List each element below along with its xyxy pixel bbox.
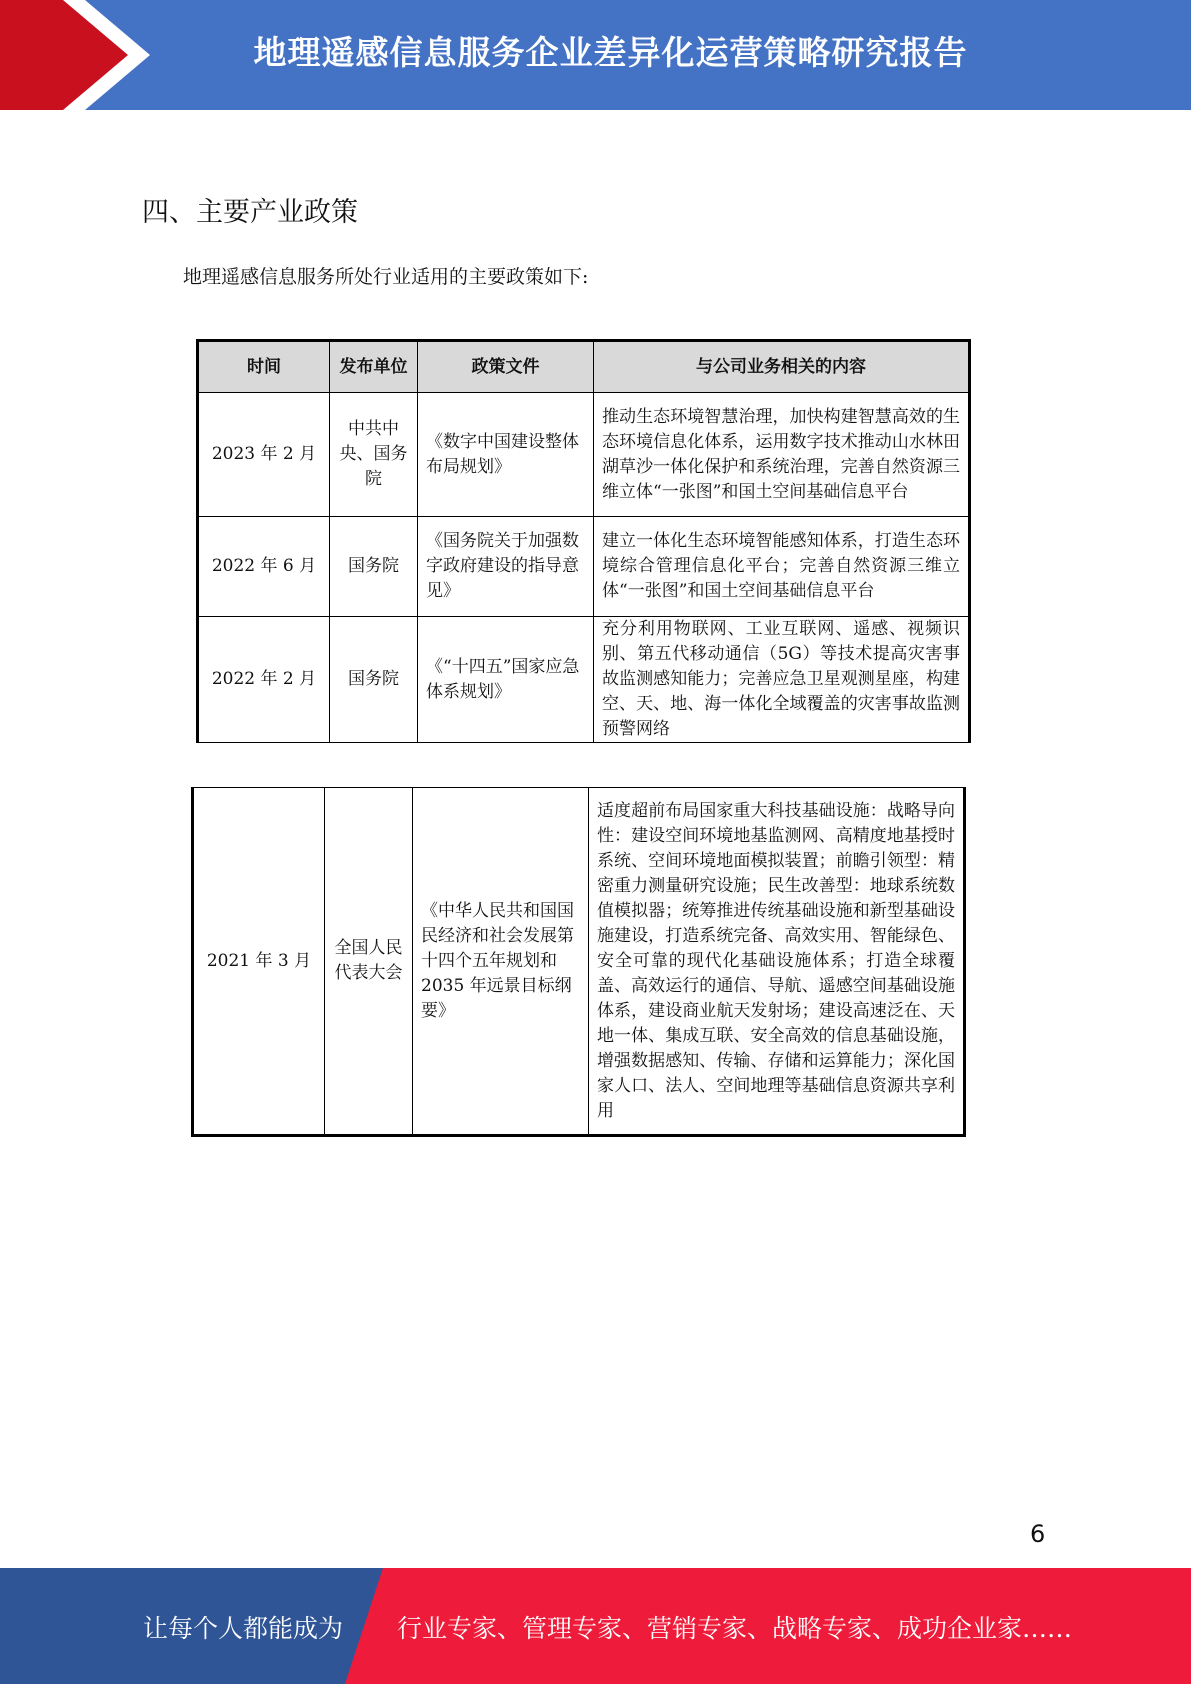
row-document: 《国务院关于加强数字政府建设的指导意见》 xyxy=(418,517,594,617)
header-document: 政策文件 xyxy=(418,341,594,393)
table-row xyxy=(198,393,970,517)
row-date: 2022 年 2 月 xyxy=(198,617,330,743)
row-unit: 国务院 xyxy=(330,617,418,743)
table-header-row xyxy=(198,341,970,393)
arrow-red-fill xyxy=(0,0,128,110)
row-document: 《数字中国建设整体布局规划》 xyxy=(418,393,594,517)
header-content: 与公司业务相关的内容 xyxy=(594,341,970,393)
intro-paragraph: 地理遥感信息服务所处行业适用的主要政策如下: xyxy=(183,266,589,288)
row-date: 2023 年 2 月 xyxy=(198,393,330,517)
report-title: 地理遥感信息服务企业差异化运营策略研究报告 xyxy=(253,33,968,72)
row-date: 2022 年 6 月 xyxy=(198,517,330,617)
page-footer xyxy=(0,1568,1191,1684)
table-row xyxy=(198,617,970,743)
header-unit: 发布单位 xyxy=(330,341,418,393)
row-content: 建立一体化生态环境智能感知体系，打造生态环境综合管理信息化平台；完善自然资源三维立体“一张图”和国土空间基础信息平台 xyxy=(594,517,970,617)
row-content: 适度超前布局国家重大科技基础设施：战略导向性：建设空间环境地基监测网、高精度地基授时系统、空间环境地面模拟装置；前瞻引领型：精密重力测量研究设施；民生改善型：地球系统数值模拟器；统筹推进传统基础设施和新型基础设施建设，打造系统完备、高效实用、智能绿色、安全可靠的现代化基础设施体系；打造全球覆盖、高效运行的通信、导航、遥感空间基础设施体系，建设商业航天发射场；建设高速泛在、天地一体、集成互联、安全高效的信息基础设施，增强数据感知、传输、存储和运算能力；深化国家人口、法人、空间地理等基础信息资源共享利用 xyxy=(589,788,965,1136)
page-number: 6 xyxy=(1030,1520,1046,1548)
row-unit: 国务院 xyxy=(330,517,418,617)
header-arrow-decoration xyxy=(0,0,170,110)
footer-slogan-left: 让每个人都能成为 xyxy=(143,1614,344,1643)
footer-slogan-right: 行业专家、管理专家、营销专家、战略专家、成功企业家…… xyxy=(397,1614,1073,1643)
row-document: 《中华人民共和国国民经济和社会发展第十四个五年规划和 2035 年远景目标纲要》 xyxy=(413,788,589,1136)
row-content: 充分利用物联网、工业互联网、遥感、视频识别、第五代移动通信（5G）等技术提高灾害事故监测感知能力；完善应急卫星观测星座，构建空、天、地、海一体化全域覆盖的灾害事故监测预警网络 xyxy=(594,617,970,743)
row-unit: 全国人民代表大会 xyxy=(325,788,413,1136)
section-heading: 四、主要产业政策 xyxy=(142,197,358,228)
row-date: 2021 年 3 月 xyxy=(193,788,325,1136)
policy-table xyxy=(196,339,971,743)
table-row xyxy=(198,517,970,617)
row-unit: 中共中央、国务院 xyxy=(330,393,418,517)
row-content: 推动生态环境智慧治理，加快构建智慧高效的生态环境信息化体系，运用数字技术推动山水林田湖草沙一体化保护和系统治理，完善自然资源三维立体“一张图”和国土空间基础信息平台 xyxy=(594,393,970,517)
table-row xyxy=(193,788,965,1136)
page-header xyxy=(0,0,1191,110)
policy-table-continued xyxy=(191,787,966,1137)
row-document: 《“十四五”国家应急体系规划》 xyxy=(418,617,594,743)
header-time: 时间 xyxy=(198,341,330,393)
